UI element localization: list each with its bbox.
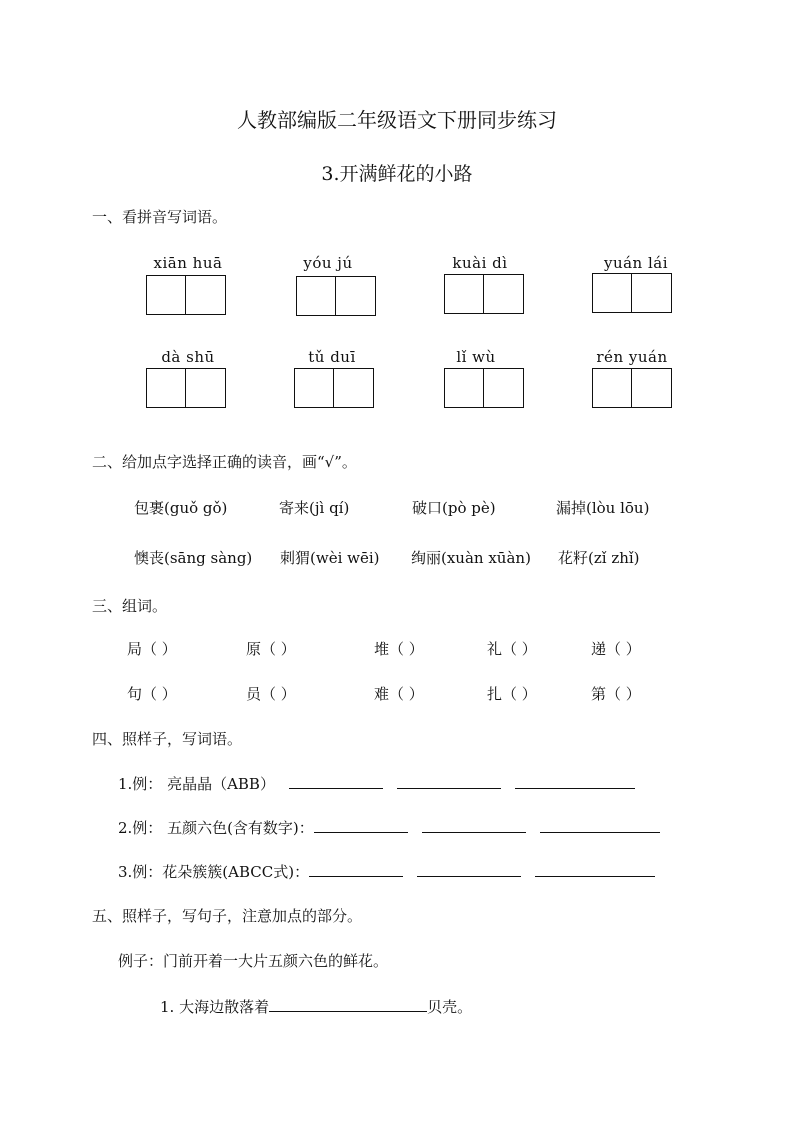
answer-blank[interactable] xyxy=(314,818,408,833)
char-box[interactable] xyxy=(186,368,226,408)
writing-boxes[interactable] xyxy=(592,368,672,408)
writing-boxes[interactable] xyxy=(592,273,672,313)
example-label: 1.例： 亮晶晶（ABB） xyxy=(118,775,275,793)
sentence-example: 例子：门前开着一大片五颜六色的鲜花。 xyxy=(118,952,389,970)
char-box[interactable] xyxy=(444,368,484,408)
char-box[interactable] xyxy=(632,273,672,313)
char-box[interactable] xyxy=(592,368,632,408)
answer-blank[interactable] xyxy=(540,818,660,833)
example-label: 2.例： 五颜六色(含有数字)： xyxy=(118,819,314,837)
reading-choice[interactable]: 漏掉(lòu lōu) xyxy=(556,499,650,517)
example-row-2 xyxy=(118,817,660,838)
pinyin-label: kuài dì xyxy=(452,254,508,272)
example-row-3 xyxy=(118,861,655,882)
lesson-title: 3.开满鲜花的小路 xyxy=(321,163,473,185)
word-group-item[interactable]: 原（ ） xyxy=(246,640,296,658)
pinyin-label: yóu jú xyxy=(303,254,353,272)
writing-boxes[interactable] xyxy=(146,368,226,408)
pinyin-label: xiān huā xyxy=(153,254,223,272)
char-box[interactable] xyxy=(146,275,186,315)
reading-choice[interactable]: 刺猬(wèi wēi) xyxy=(280,549,380,567)
reading-choice[interactable]: 花籽(zǐ zhǐ) xyxy=(558,549,640,567)
section3-heading: 三、组词。 xyxy=(92,597,168,615)
section2-heading: 二、给加点字选择正确的读音，画“√”。 xyxy=(92,453,357,471)
pinyin-label: dà shū xyxy=(161,348,215,366)
answer-blank[interactable] xyxy=(269,997,427,1012)
section1-heading: 一、看拼音写词语。 xyxy=(92,208,228,226)
char-box[interactable] xyxy=(484,274,524,314)
word-group-item[interactable]: 员（ ） xyxy=(246,685,296,703)
pinyin-label: yuán lái xyxy=(603,254,669,272)
reading-choice[interactable]: 包裹(guǒ gǒ) xyxy=(134,499,228,517)
word-group-item[interactable]: 递（ ） xyxy=(591,640,641,658)
writing-boxes[interactable] xyxy=(444,368,524,408)
reading-choice[interactable]: 懊丧(sāng sàng) xyxy=(134,549,253,567)
reading-choice[interactable]: 绚丽(xuàn xūàn) xyxy=(411,549,531,567)
page-title: 人教部编版二年级语文下册同步练习 xyxy=(237,108,557,132)
char-box[interactable] xyxy=(336,276,376,316)
word-group-item[interactable]: 第（ ） xyxy=(591,685,641,703)
section5-heading: 五、照样子，写句子，注意加点的部分。 xyxy=(92,907,363,925)
word-group-item[interactable]: 局（ ） xyxy=(127,640,177,658)
example-label: 3.例：花朵簇簇(ABCC式)： xyxy=(118,863,310,881)
word-group-item[interactable]: 堆（ ） xyxy=(374,640,424,658)
writing-boxes[interactable] xyxy=(146,275,226,315)
char-box[interactable] xyxy=(296,276,336,316)
example-row-1 xyxy=(118,773,635,794)
sentence-question-1 xyxy=(160,996,472,1017)
writing-boxes[interactable] xyxy=(444,274,524,314)
word-group-item[interactable]: 扎（ ） xyxy=(487,685,537,703)
answer-blank[interactable] xyxy=(422,818,526,833)
char-box[interactable] xyxy=(592,273,632,313)
answer-blank[interactable] xyxy=(289,774,383,789)
pinyin-label: rén yuán xyxy=(596,348,668,366)
char-box[interactable] xyxy=(146,368,186,408)
word-group-item[interactable]: 句（ ） xyxy=(127,685,177,703)
reading-choice[interactable]: 寄来(jì qí) xyxy=(279,499,350,517)
question-prefix: 1. 大海边散落着 xyxy=(160,998,270,1016)
writing-boxes[interactable] xyxy=(294,368,374,408)
pinyin-label: lǐ wù xyxy=(456,348,496,366)
writing-boxes[interactable] xyxy=(296,276,376,316)
question-suffix: 贝壳。 xyxy=(427,998,473,1016)
section4-heading: 四、照样子，写词语。 xyxy=(92,730,243,748)
answer-blank[interactable] xyxy=(397,774,501,789)
word-group-item[interactable]: 难（ ） xyxy=(374,685,424,703)
char-box[interactable] xyxy=(334,368,374,408)
char-box[interactable] xyxy=(186,275,226,315)
char-box[interactable] xyxy=(294,368,334,408)
answer-blank[interactable] xyxy=(309,862,403,877)
char-box[interactable] xyxy=(444,274,484,314)
pinyin-label: tǔ duī xyxy=(308,348,356,366)
char-box[interactable] xyxy=(484,368,524,408)
answer-blank[interactable] xyxy=(535,862,655,877)
answer-blank[interactable] xyxy=(417,862,521,877)
answer-blank[interactable] xyxy=(515,774,635,789)
char-box[interactable] xyxy=(632,368,672,408)
word-group-item[interactable]: 礼（ ） xyxy=(487,640,537,658)
reading-choice[interactable]: 破口(pò pè) xyxy=(412,499,496,517)
